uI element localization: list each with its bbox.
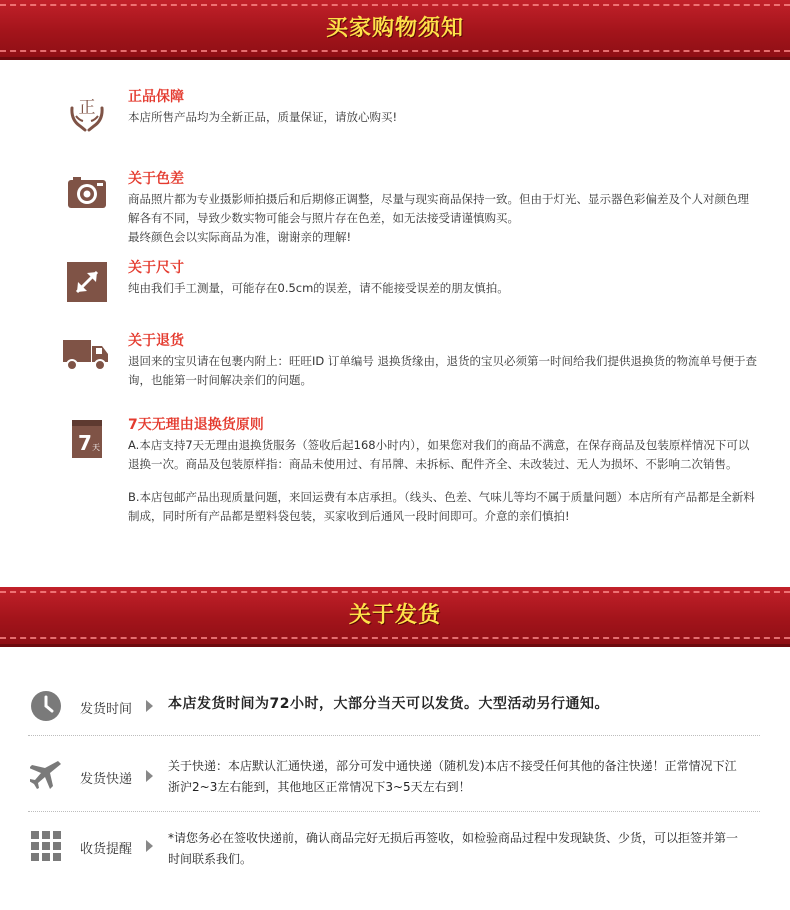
airplane-icon xyxy=(30,758,62,790)
svg-text:正: 正 xyxy=(78,98,96,118)
chevron-right-icon xyxy=(146,840,153,852)
grid-icon xyxy=(30,830,62,862)
item-title: 7天无理由退换货原则 xyxy=(128,417,264,433)
divider xyxy=(28,735,760,736)
item-text: 商品照片都为专业摄影师拍摄后和后期修正调整，尽量与现实商品保持一致。但由于灯光、显示器色彩偏差及个人对颜色理解各有不同，导致少数实物可能会与照片存在色差，如无法接受请谨慎购买。 xyxy=(128,192,749,225)
item-body xyxy=(128,436,758,526)
shipping-text: *请您务必在签收快递前，确认商品完好无损后再签收，如检验商品过程中发现缺货、少货，可以拒签并第一时间联系我们。 xyxy=(168,831,739,866)
chevron-right-icon xyxy=(146,700,153,712)
item-body xyxy=(128,190,758,247)
notice-banner xyxy=(0,0,790,60)
camera-icon xyxy=(66,172,108,214)
item-title: 关于尺寸 xyxy=(128,260,184,276)
shipping-text: 本店发货时间为72小时，大部分当天可以发货。大型活动另行通知。 xyxy=(168,696,609,712)
item-text: 纯由我们手工测量，可能存在0.5cm的误差，请不能接受误差的朋友慎拍。 xyxy=(128,281,509,295)
chevron-right-icon xyxy=(146,770,153,782)
item-text: 退回来的宝贝请在包裹内附上：旺旺ID 订单编号 退换货缘由，退货的宝贝必须第一时间给我们提供退换货的物流单号便于查询，也能第一时间解决亲们的问题。 xyxy=(128,354,758,387)
clock-icon xyxy=(30,690,62,722)
shipping-banner xyxy=(0,587,790,647)
truck-icon xyxy=(62,334,110,376)
divider xyxy=(28,811,760,812)
shipping-label: 发货时间 xyxy=(80,702,133,717)
item-text: A.本店支持7天无理由退换货服务（签收后起168小时内），如果您对我们的商品不满意，在保存商品及包装原样情况下可以退换一次。商品及包装原样指：商品未使用过、有吊牌、未拆标、配件齐全、未改装过、无人为损坏、不影响二次销售。 xyxy=(128,438,750,471)
item-text: 本店所售产品均为全新正品，质量保证，请放心购买! xyxy=(128,110,398,124)
item-title: 正品保障 xyxy=(128,89,184,105)
shipping-text: 关于快递：本店默认汇通快递，部分可发中通快递（随机发)本店不接受任何其他的备注快递！正常情况下江浙沪2~3左右能到，其他地区正常情况下3~5天左右到！ xyxy=(168,759,737,794)
notice-banner-title: 买家购物须知 xyxy=(325,16,464,41)
item-text: B.本店包邮产品出现质量问题，来回运费有本店承担。（线头、色差、气味儿等均不属于质量问题）本店所有产品都是全新料制成，同时所有产品都是塑料袋包装，买家收到后通风一段时间即可。介意的亲们慎拍! xyxy=(128,490,755,523)
calendar-number: 7 xyxy=(78,431,92,455)
item-body xyxy=(128,279,758,298)
item-body xyxy=(128,108,758,127)
item-body xyxy=(128,352,758,390)
item-title: 关于色差 xyxy=(128,171,184,187)
calendar-unit: 天 xyxy=(92,443,100,452)
shipping-banner-title: 关于发货 xyxy=(348,603,441,628)
item-text: 最终颜色会以实际商品为准，谢谢亲的理解! xyxy=(128,230,352,244)
hands-zheng-icon xyxy=(66,90,108,132)
shipping-label: 收货提醒 xyxy=(80,842,133,857)
resize-arrow-icon xyxy=(66,261,108,303)
calendar-7-icon xyxy=(66,418,108,460)
item-title: 关于退货 xyxy=(128,333,184,349)
shipping-label: 发货快递 xyxy=(80,772,133,787)
